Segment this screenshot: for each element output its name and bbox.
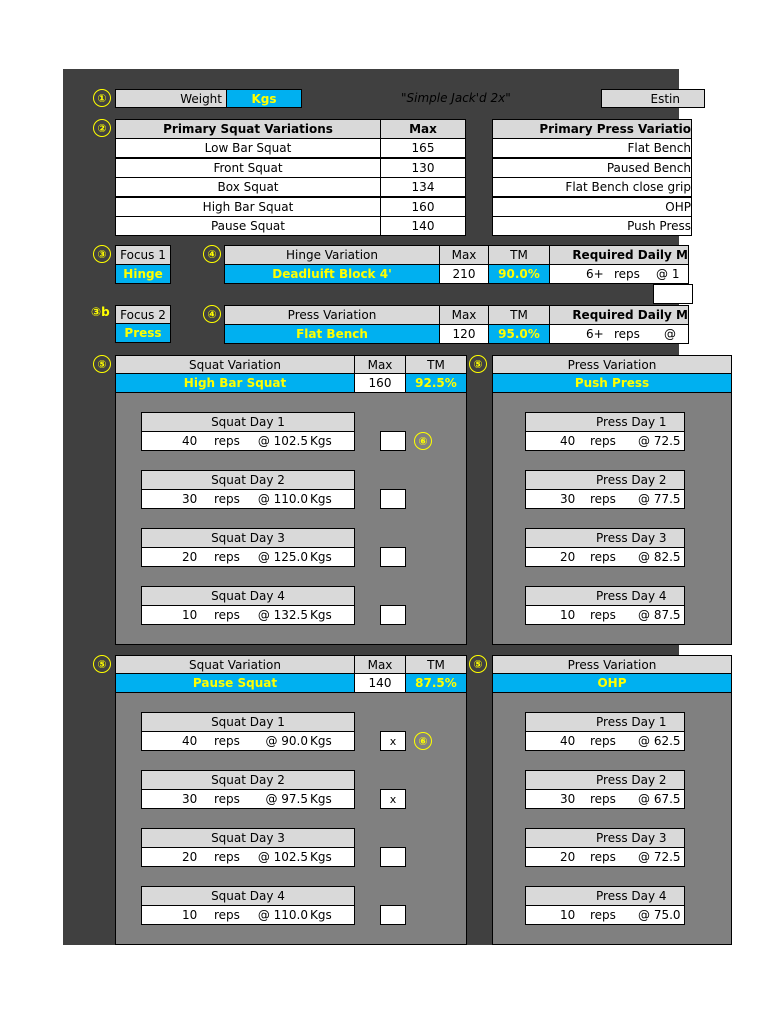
blank-cell	[653, 284, 693, 304]
squat-day-weight: @ 90.0	[265, 734, 308, 748]
marker-6: ⑥	[414, 432, 432, 450]
press-day-reps-label: reps	[590, 550, 616, 564]
squat-day-title: Squat Day 4	[141, 586, 355, 606]
press-day-row	[525, 547, 685, 567]
marker-6: ⑥	[414, 732, 432, 750]
marker-5: ⑤	[93, 355, 111, 373]
squat-variation-max[interactable]: 160	[380, 197, 466, 217]
hinge-required-reps: 6+	[586, 267, 604, 281]
spreadsheet-area	[63, 69, 691, 945]
press-required-header: Required Daily M	[549, 305, 689, 325]
press-day-row	[525, 847, 685, 867]
squat-variation-max[interactable]: 130	[380, 158, 466, 178]
squat-days-panel	[115, 392, 467, 645]
squat-day-title: Squat Day 3	[141, 528, 355, 548]
squat-day-title: Squat Day 3	[141, 828, 355, 848]
press-day-weight: @ 75.0	[638, 908, 681, 922]
press-required-reps-label: reps	[614, 327, 640, 341]
squat-day-reps-label: reps	[214, 734, 240, 748]
squat-day-reps: 10	[182, 608, 198, 622]
press-max-value: 120	[439, 324, 489, 344]
marker-1: ①	[93, 89, 111, 107]
press-day-row	[525, 605, 685, 625]
press-day-reps-label: reps	[590, 850, 616, 864]
press-variation-name: Push Press	[492, 216, 692, 236]
press-tm-header: TM	[488, 305, 550, 325]
squat-variation-name: Pause Squat	[115, 216, 381, 236]
press-day-weight: @ 62.5	[638, 734, 681, 748]
completion-checkbox[interactable]	[380, 847, 406, 867]
press-required-reps: 6+	[586, 327, 604, 341]
press-variation-select[interactable]: Push Press	[492, 373, 732, 393]
focus1-value[interactable]: Hinge	[115, 264, 171, 284]
hinge-variation-header: Hinge Variation	[224, 245, 440, 265]
press-day-reps: 20	[560, 550, 576, 564]
press-day-title: Press Day 2	[525, 770, 685, 790]
completion-checkbox[interactable]: x	[380, 731, 406, 751]
press-variation-select[interactable]: Flat Bench	[224, 324, 440, 344]
press-day-reps: 40	[560, 434, 576, 448]
squat-day-unit: Kgs	[310, 734, 332, 748]
press-variation-header: Press Variation	[492, 655, 732, 674]
press-variation-name: OHP	[492, 197, 692, 217]
squat-day-unit: Kgs	[310, 492, 332, 506]
press-day-row	[525, 905, 685, 925]
squat-max-header: Max	[354, 655, 406, 674]
hinge-required-reps-label: reps	[614, 267, 640, 281]
marker-5: ⑤	[469, 655, 487, 673]
squat-day-weight: @ 125.0	[257, 550, 308, 564]
squat-day-reps-label: reps	[214, 792, 240, 806]
squat-day-reps: 40	[182, 434, 198, 448]
squat-max-value: 160	[354, 373, 406, 393]
press-day-reps: 40	[560, 734, 576, 748]
completion-checkbox[interactable]	[380, 605, 406, 625]
squat-day-weight: @ 102.5	[257, 850, 308, 864]
press-day-row	[525, 489, 685, 509]
estimate-label: Estin	[601, 89, 705, 108]
squat-variations-header: Primary Squat Variations	[115, 119, 381, 139]
squat-day-weight: @ 97.5	[265, 792, 308, 806]
squat-max-header: Max	[380, 119, 466, 139]
squat-variation-name: Front Squat	[115, 158, 381, 178]
press-day-title: Press Day 3	[525, 528, 685, 548]
hinge-required-row	[549, 264, 689, 284]
squat-day-title: Squat Day 1	[141, 712, 355, 732]
hinge-required-weight: @ 1	[656, 267, 680, 281]
press-day-weight: @ 77.5	[638, 492, 681, 506]
squat-max-value: 140	[354, 673, 406, 693]
completion-checkbox[interactable]	[380, 431, 406, 451]
press-required-weight: @	[664, 327, 676, 341]
marker-2: ②	[93, 119, 111, 137]
squat-day-reps-label: reps	[214, 434, 240, 448]
squat-day-reps: 40	[182, 734, 198, 748]
hinge-variation-select[interactable]: Deadluift Block 4'	[224, 264, 440, 284]
squat-days-panel	[115, 692, 467, 945]
squat-day-row	[141, 789, 355, 809]
marker-5: ⑤	[469, 355, 487, 373]
squat-day-reps: 20	[182, 550, 198, 564]
press-day-title: Press Day 4	[525, 586, 685, 606]
marker-3: ③	[93, 245, 111, 263]
press-variation-name: Flat Bench close grip	[492, 177, 692, 197]
press-variation-name: Paused Bench	[492, 158, 692, 178]
squat-day-row	[141, 905, 355, 925]
squat-variation-name: Box Squat	[115, 177, 381, 197]
focus2-label: Focus 2	[115, 305, 171, 325]
press-day-title: Press Day 1	[525, 712, 685, 732]
squat-variation-max[interactable]: 134	[380, 177, 466, 197]
press-day-reps-label: reps	[590, 434, 616, 448]
completion-checkbox[interactable]	[380, 905, 406, 925]
squat-tm-value[interactable]: 87.5%	[405, 673, 467, 693]
squat-day-row	[141, 489, 355, 509]
press-day-reps-label: reps	[590, 734, 616, 748]
press-max-header: Max	[439, 305, 489, 325]
press-day-weight: @ 67.5	[638, 792, 681, 806]
squat-max-header: Max	[354, 355, 406, 374]
hinge-required-header: Required Daily M	[549, 245, 689, 265]
squat-day-unit: Kgs	[310, 608, 332, 622]
press-day-title: Press Day 1	[525, 412, 685, 432]
squat-day-unit: Kgs	[310, 550, 332, 564]
press-day-weight: @ 72.5	[638, 850, 681, 864]
squat-day-reps-label: reps	[214, 850, 240, 864]
completion-checkbox[interactable]	[380, 547, 406, 567]
press-day-weight: @ 72.5	[638, 434, 681, 448]
press-variation-header: Press Variation	[492, 355, 732, 374]
weight-label: Weight	[115, 89, 227, 108]
squat-tm-value[interactable]: 92.5%	[405, 373, 467, 393]
squat-day-row	[141, 431, 355, 451]
press-day-reps: 20	[560, 850, 576, 864]
squat-day-reps-label: reps	[214, 908, 240, 922]
program-title: "Simple Jack'd 2x"	[401, 91, 511, 105]
hinge-max-value: 210	[439, 264, 489, 284]
press-day-row	[525, 731, 685, 751]
squat-variation-max[interactable]: 140	[380, 216, 466, 236]
squat-tm-header: TM	[405, 355, 467, 374]
press-day-title: Press Day 4	[525, 886, 685, 906]
press-day-row	[525, 431, 685, 451]
press-day-title: Press Day 2	[525, 470, 685, 490]
press-day-reps-label: reps	[590, 908, 616, 922]
squat-day-row	[141, 847, 355, 867]
squat-variation-name: Low Bar Squat	[115, 138, 381, 158]
press-days-panel	[492, 692, 732, 945]
squat-day-title: Squat Day 1	[141, 412, 355, 432]
press-variation-header: Press Variation	[224, 305, 440, 325]
squat-variation-header: Squat Variation	[115, 355, 355, 374]
squat-tm-header: TM	[405, 655, 467, 674]
marker-3b: ③b	[91, 305, 110, 319]
press-days-panel	[492, 392, 732, 645]
press-day-row	[525, 789, 685, 809]
press-day-reps: 10	[560, 908, 576, 922]
squat-day-reps-label: reps	[214, 550, 240, 564]
squat-day-reps-label: reps	[214, 608, 240, 622]
squat-day-reps: 30	[182, 792, 198, 806]
squat-day-reps: 30	[182, 492, 198, 506]
squat-variation-header: Squat Variation	[115, 655, 355, 674]
focus1-label: Focus 1	[115, 245, 171, 265]
press-day-weight: @ 82.5	[638, 550, 681, 564]
marker-4b: ④	[203, 305, 221, 323]
squat-day-title: Squat Day 2	[141, 770, 355, 790]
press-day-reps-label: reps	[590, 608, 616, 622]
squat-day-title: Squat Day 4	[141, 886, 355, 906]
focus2-value[interactable]: Press	[115, 323, 171, 343]
hinge-max-header: Max	[439, 245, 489, 265]
squat-day-reps: 20	[182, 850, 198, 864]
press-variation-name: Flat Bench	[492, 138, 692, 158]
marker-4a: ④	[203, 245, 221, 263]
press-day-reps-label: reps	[590, 792, 616, 806]
press-day-reps: 30	[560, 792, 576, 806]
squat-variation-max[interactable]: 165	[380, 138, 466, 158]
completion-checkbox[interactable]	[380, 489, 406, 509]
squat-variation-name: High Bar Squat	[115, 197, 381, 217]
weight-unit-select[interactable]: Kgs	[226, 89, 302, 108]
hinge-tm-value[interactable]: 90.0%	[488, 264, 550, 284]
squat-variation-select[interactable]: Pause Squat	[115, 673, 355, 693]
press-tm-value[interactable]: 95.0%	[488, 324, 550, 344]
press-day-reps-label: reps	[590, 492, 616, 506]
squat-day-row	[141, 547, 355, 567]
squat-day-reps: 10	[182, 908, 198, 922]
press-variation-select[interactable]: OHP	[492, 673, 732, 693]
squat-day-reps-label: reps	[214, 492, 240, 506]
squat-day-weight: @ 132.5	[257, 608, 308, 622]
squat-day-unit: Kgs	[310, 792, 332, 806]
squat-day-weight: @ 110.0	[257, 908, 308, 922]
completion-checkbox[interactable]: x	[380, 789, 406, 809]
squat-day-unit: Kgs	[310, 908, 332, 922]
squat-day-unit: Kgs	[310, 434, 332, 448]
hinge-tm-header: TM	[488, 245, 550, 265]
squat-day-weight: @ 110.0	[257, 492, 308, 506]
press-day-weight: @ 87.5	[638, 608, 681, 622]
press-day-title: Press Day 3	[525, 828, 685, 848]
squat-day-weight: @ 102.5	[257, 434, 308, 448]
press-day-reps: 10	[560, 608, 576, 622]
squat-day-row	[141, 731, 355, 751]
squat-day-unit: Kgs	[310, 850, 332, 864]
squat-day-row	[141, 605, 355, 625]
press-variations-header: Primary Press Variatio	[492, 119, 692, 139]
marker-5: ⑤	[93, 655, 111, 673]
press-day-reps: 30	[560, 492, 576, 506]
squat-day-title: Squat Day 2	[141, 470, 355, 490]
squat-variation-select[interactable]: High Bar Squat	[115, 373, 355, 393]
press-required-row	[549, 324, 689, 344]
